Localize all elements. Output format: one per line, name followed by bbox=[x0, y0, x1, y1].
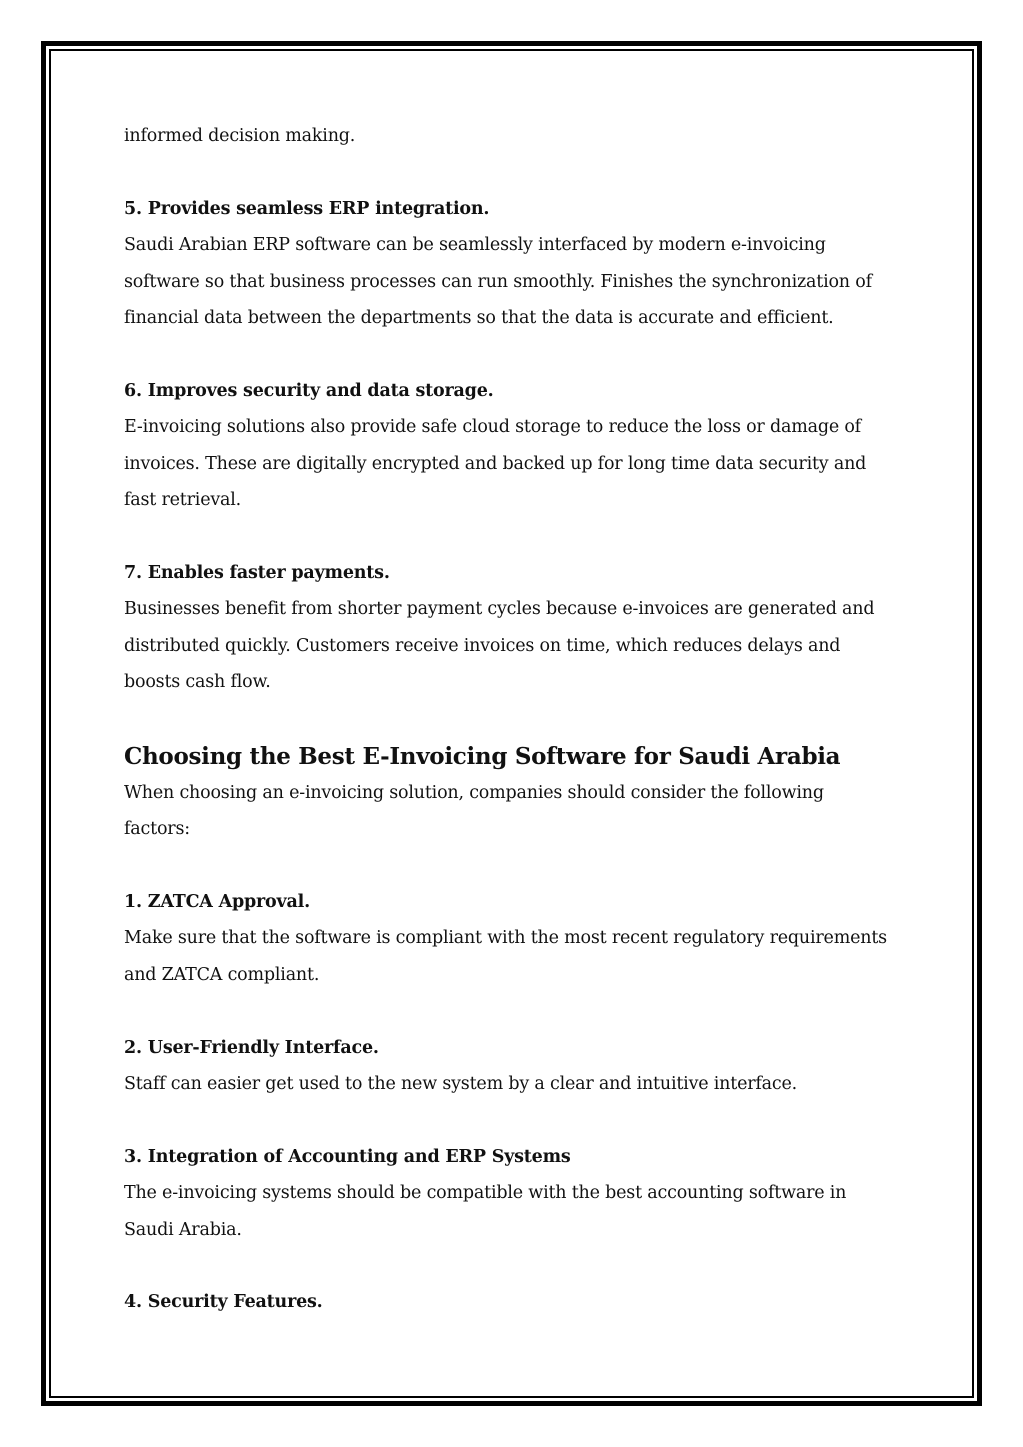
factor-text-line: Staff can easier get used to the new system by a clear and intuitive interface. bbox=[124, 1074, 798, 1095]
factor-heading: 2. User-Friendly Interface. bbox=[124, 1037, 379, 1058]
factor-text-line: and ZATCA compliant. bbox=[124, 964, 320, 985]
factor-text-line: Saudi Arabia. bbox=[124, 1219, 242, 1240]
intro-tail-text: informed decision making. bbox=[124, 126, 356, 146]
document-body bbox=[124, 118, 904, 1321]
factor-text-line: Make sure that the software is compliant with the most recent regulatory requirements bbox=[124, 928, 887, 949]
factor-heading: 3. Integration of Accounting and ERP Systems bbox=[124, 1146, 571, 1167]
benefit-text-line: E-invoicing solutions also provide safe cloud storage to reduce the loss or damage of bbox=[124, 417, 861, 438]
factor-heading: 4. Security Features. bbox=[124, 1292, 323, 1313]
section-intro-line: When choosing an e-invoicing solution, companies should consider the following bbox=[124, 782, 824, 803]
factor-heading: 1. ZATCA Approval. bbox=[124, 892, 310, 913]
benefit-heading: 5. Provides seamless ERP integration. bbox=[124, 198, 490, 219]
section-intro-line: factors: bbox=[124, 819, 190, 840]
section-title: Choosing the Best E-Invoicing Software for Saudi Arabia bbox=[124, 742, 841, 770]
benefit-text-line: financial data between the departments so that the data is accurate and efficient. bbox=[124, 308, 834, 329]
benefit-heading: 7. Enables faster payments. bbox=[124, 562, 390, 583]
factor-text-line: The e-invoicing systems should be compatible with the best accounting software in bbox=[124, 1183, 847, 1204]
benefit-text-line: software so that business processes can run smoothly. Finishes the synchronization of bbox=[124, 271, 872, 292]
benefit-text-line: Businesses benefit from shorter payment cycles because e-invoices are generated and bbox=[124, 599, 875, 620]
benefit-text-line: Saudi Arabian ERP software can be seamlessly interfaced by modern e-invoicing bbox=[124, 235, 826, 256]
benefit-text-line: distributed quickly. Customers receive invoices on time, which reduces delays and bbox=[124, 635, 841, 656]
benefit-heading: 6. Improves security and data storage. bbox=[124, 380, 494, 401]
benefit-text-line: boosts cash flow. bbox=[124, 672, 271, 693]
benefit-text-line: fast retrieval. bbox=[124, 490, 242, 511]
benefit-text-line: invoices. These are digitally encrypted and backed up for long time data security and bbox=[124, 453, 867, 474]
